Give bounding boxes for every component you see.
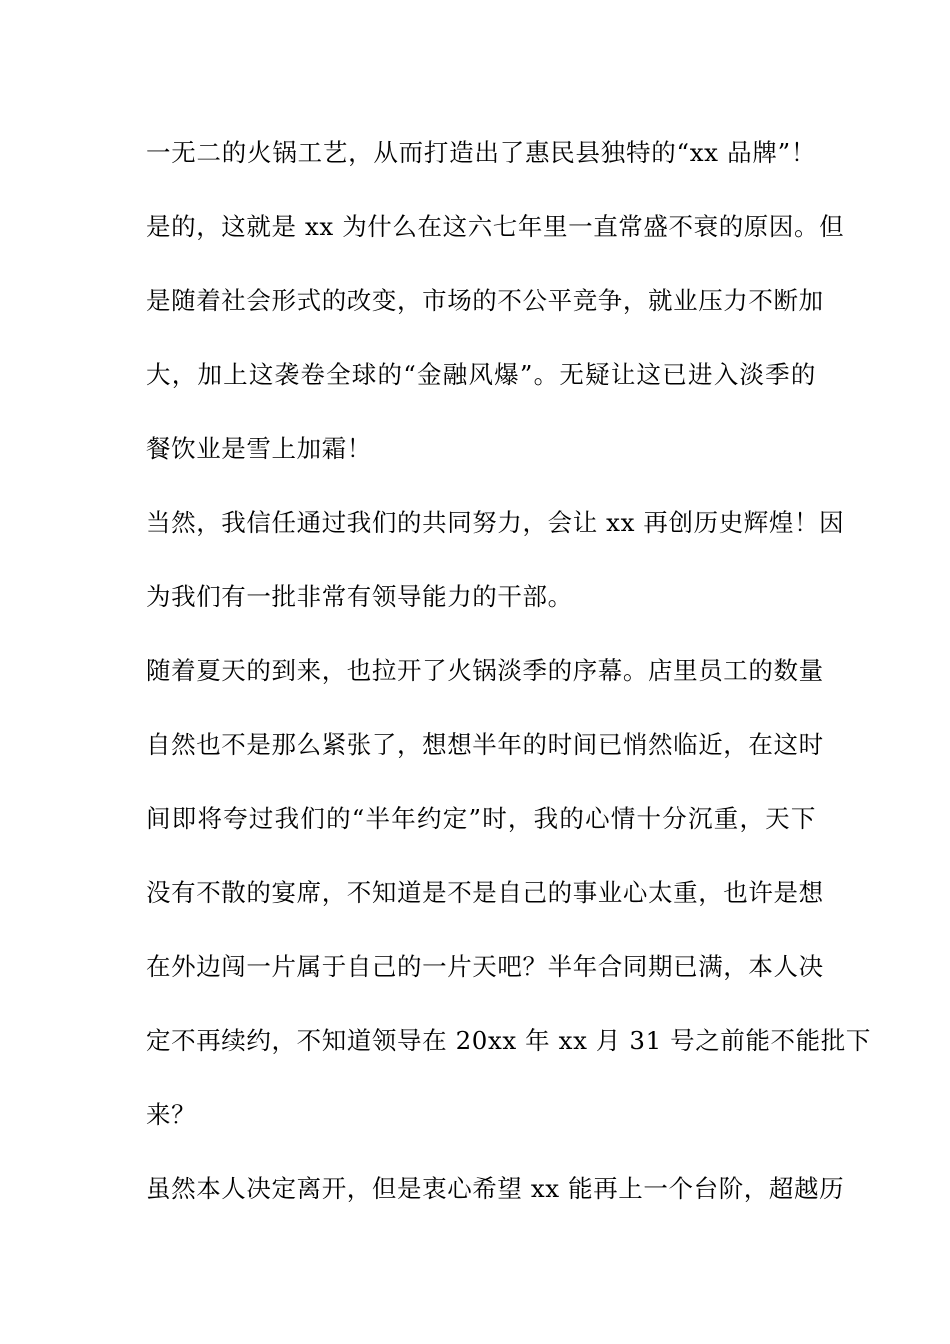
text-line-8: 随着夏天的到来，也拉开了火锅淡季的序幕。店里员工的数量 bbox=[146, 656, 824, 685]
text-line-5: 餐饮业是雪上加霜！ bbox=[146, 434, 372, 463]
text-line-6: 当然，我信任通过我们的共同努力，会让 xx 再创历史辉煌！因 bbox=[146, 508, 845, 537]
text-line-1: 一无二的火锅工艺，从而打造出了惠民县独特的“xx 品牌”！ bbox=[146, 138, 816, 167]
text-line-2: 是的，这就是 xx 为什么在这六七年里一直常盛不衰的原因。但 bbox=[146, 212, 845, 241]
text-line-13: 定不再续约，不知道领导在 20xx 年 xx 月 31 号之前能不能批下 bbox=[146, 1026, 871, 1055]
text-line-9: 自然也不是那么紧张了，想想半年的时间已悄然临近，在这时 bbox=[146, 730, 824, 759]
text-line-10: 间即将夸过我们的“半年约定”时，我的心情十分沉重，天下 bbox=[146, 804, 816, 833]
text-line-15: 虽然本人决定离开，但是衷心希望 xx 能再上一个台阶，超越历 bbox=[146, 1174, 845, 1203]
text-line-3: 是随着社会形式的改变，市场的不公平竞争，就业压力不断加 bbox=[146, 286, 824, 315]
text-line-14: 来？ bbox=[146, 1100, 197, 1129]
text-line-11: 没有不散的宴席，不知道是不是自己的事业心太重，也许是想 bbox=[146, 878, 824, 907]
text-line-12: 在外边闯一片属于自己的一片天吧？半年合同期已满，本人决 bbox=[146, 952, 824, 981]
text-line-4: 大，加上这袭卷全球的“金融风爆”。无疑让这已进入淡季的 bbox=[146, 360, 816, 389]
text-line-7: 为我们有一批非常有领导能力的干部。 bbox=[146, 582, 573, 611]
